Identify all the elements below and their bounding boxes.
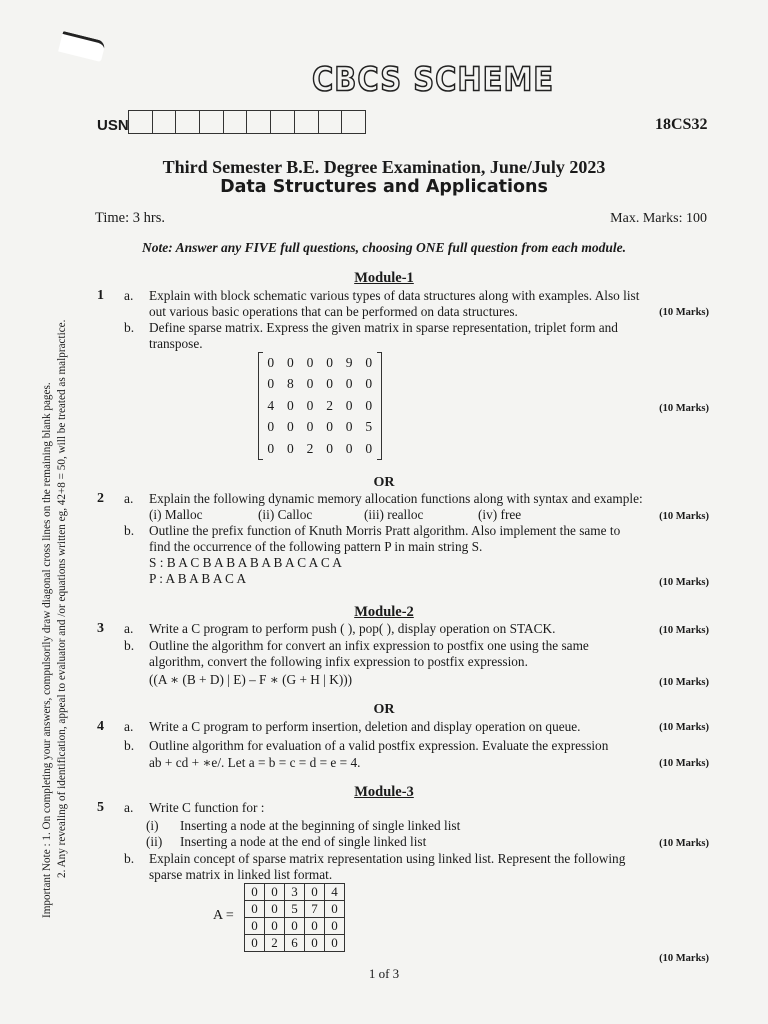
module-3-heading: Module-3 [354, 784, 414, 800]
q5a-ii-label: (ii) [146, 834, 163, 849]
matrix-cell: 0 [267, 419, 275, 435]
question-5-number: 5 [97, 800, 104, 815]
matrix-cell: 0 [345, 440, 353, 456]
q2b-line-2: find the occurrence of the following pattern P in main string S. [149, 539, 483, 554]
matrix-cell: 0 [287, 397, 294, 413]
q2a-option-malloc: (i) Malloc [149, 507, 203, 522]
usn-boxes[interactable] [128, 110, 366, 134]
tape-mark [58, 31, 106, 62]
table-cell: 0 [305, 935, 325, 952]
q5a-line-1: Write C function for : [149, 800, 265, 815]
table-cell: 2 [265, 935, 285, 952]
time-allowed: Time: 3 hrs. [95, 210, 165, 226]
table-cell: 6 [285, 935, 305, 952]
course-code: 18CS32 [655, 116, 708, 133]
q4a-marks: (10 Marks) [659, 722, 709, 733]
matrix-row [261, 374, 379, 396]
matrix-cell: 0 [306, 419, 314, 435]
q1a-label: a. [124, 288, 134, 303]
side-note-line-2: 2. Any revealing of identification, appeal to evaluator and /or equations written eg, 42+8 = 50, will be treated as malpractice. [56, 319, 68, 878]
module-1-heading: Module-1 [354, 270, 414, 286]
matrix-cell: 0 [287, 440, 294, 456]
table-row [245, 901, 345, 918]
matrix-cell: 8 [287, 376, 294, 392]
table-cell: 0 [325, 935, 345, 952]
q4a-line-1: Write a C program to perform insertion, deletion and display operation on queue. [149, 719, 581, 734]
q4b-line-2: ab + cd + ∗e/. Let a = b = c = d = e = 4. [149, 755, 361, 770]
subject-title: Data Structures and Applications [220, 177, 548, 197]
q2a-line-1: Explain the following dynamic memory allocation functions along with syntax and example: [149, 491, 643, 506]
instructions-note: Note: Answer any FIVE full questions, choosing ONE full question from each module. [141, 240, 627, 255]
table-cell: 0 [245, 935, 265, 952]
q2a-option-calloc: (ii) Calloc [258, 507, 313, 522]
matrix-cell: 0 [287, 419, 294, 435]
matrix-cell: 0 [345, 397, 353, 413]
matrix-cell: 0 [267, 376, 275, 392]
q5a-marks: (10 Marks) [659, 838, 709, 849]
or-divider-2: OR [373, 702, 395, 717]
matrix-cell: 0 [287, 354, 294, 370]
table-row [245, 935, 345, 952]
q5b-label: b. [124, 851, 135, 866]
usn-label: USN [97, 117, 129, 134]
q1a-marks: (10 Marks) [659, 307, 709, 318]
q2a-label: a. [124, 491, 134, 506]
question-2-number: 2 [97, 491, 104, 506]
q2b-marks: (10 Marks) [659, 577, 709, 588]
table-cell: 4 [325, 884, 345, 901]
q2b-line-1: Outline the prefix function of Knuth Morris Pratt algorithm. Also implement the same to [149, 523, 621, 538]
table-cell: 3 [285, 884, 305, 901]
matrix-cell: 9 [345, 354, 353, 370]
q3b-label: b. [124, 638, 135, 653]
q4b-marks: (10 Marks) [659, 758, 709, 769]
q5a-i-text: Inserting a node at the beginning of single linked list [180, 818, 461, 833]
q4b-line-1: Outline algorithm for evaluation of a valid postfix expression. Evaluate the expression [149, 738, 609, 753]
q1a-line-2: out various basic operations that can be performed on data structures. [149, 304, 518, 319]
question-3-number: 3 [97, 621, 104, 636]
q5a-i-label: (i) [146, 818, 159, 833]
q3b-line-1: Outline the algorithm for convert an infix expression to postfix one using the same [149, 638, 589, 653]
max-marks: Max. Marks: 100 [610, 211, 707, 226]
matrix-cell: 0 [306, 376, 314, 392]
matrix-cell: 0 [365, 354, 373, 370]
q5b-line-1: Explain concept of sparse matrix representation using linked list. Represent the following [149, 851, 626, 866]
q2a-marks: (10 Marks) [659, 511, 709, 522]
q1b-marks: (10 Marks) [659, 403, 709, 414]
q5a-label: a. [124, 800, 134, 815]
table-row [245, 884, 345, 901]
matrix-cell: 0 [267, 354, 275, 370]
matrix-cell: 0 [326, 354, 333, 370]
matrix-cell: 5 [365, 419, 373, 435]
q1b-label: b. [124, 320, 135, 335]
q3a-marks: (10 Marks) [659, 625, 709, 636]
question-1-number: 1 [97, 288, 104, 303]
matrix-cell: 0 [365, 376, 373, 392]
matrix-cell: 0 [306, 354, 314, 370]
table-cell: 5 [285, 901, 305, 918]
matrix-cell: 0 [306, 397, 314, 413]
matrix-cell: 0 [326, 440, 333, 456]
table-cell: 0 [325, 901, 345, 918]
matrix-cell: 4 [267, 397, 275, 413]
q3b-line-2: algorithm, convert the following infix expression to postfix expression. [149, 654, 528, 669]
q2b-string-s: S : B A C B A B A B A B A C A C A [149, 555, 342, 570]
q3b-expression: ((A ∗ (B + D) | E) – F ∗ (G + H | K))) [149, 672, 353, 687]
q5-sparse-matrix-table [244, 883, 345, 952]
table-cell: 0 [305, 884, 325, 901]
table-cell: 0 [285, 918, 305, 935]
q1a-line-1: Explain with block schematic various types of data structures along with examples. Also list [149, 288, 640, 303]
table-cell: 0 [245, 918, 265, 935]
side-important-note [40, 258, 70, 918]
matrix-row [261, 352, 379, 374]
page-number: 1 of 3 [368, 966, 400, 981]
table-cell: 0 [305, 918, 325, 935]
q1b-line-1: Define sparse matrix. Express the given matrix in sparse representation, triplet form and [149, 320, 618, 335]
table-cell: 0 [265, 901, 285, 918]
matrix-row [261, 438, 379, 460]
table-cell: 0 [245, 884, 265, 901]
matrix-cell: 0 [267, 440, 275, 456]
matrix-cell: 0 [345, 419, 353, 435]
matrix-cell: 0 [365, 440, 373, 456]
matrix-cell: 0 [326, 419, 333, 435]
table-row [245, 918, 345, 935]
matrix-cell: 0 [326, 376, 333, 392]
q5b-line-2: sparse matrix in linked list format. [149, 867, 333, 882]
q3a-label: a. [124, 621, 134, 636]
table-cell: 0 [265, 884, 285, 901]
table-cell: 0 [325, 918, 345, 935]
matrix-cell: 0 [345, 376, 353, 392]
q4a-label: a. [124, 719, 134, 734]
q3a-line-1: Write a C program to perform push ( ), pop( ), display operation on STACK. [149, 621, 556, 636]
q5a-ii-text: Inserting a node at the end of single linked list [180, 834, 427, 849]
table-cell: 7 [305, 901, 325, 918]
q4b-label: b. [124, 738, 135, 753]
q2b-label: b. [124, 523, 135, 538]
or-divider-1: OR [373, 475, 395, 490]
matrix-a-label: A = [213, 908, 234, 923]
table-cell: 0 [265, 918, 285, 935]
exam-title: Third Semester B.E. Degree Examination, June/July 2023 [162, 157, 606, 177]
matrix-cell: 2 [326, 397, 333, 413]
q5b-marks: (10 Marks) [659, 953, 709, 964]
module-2-heading: Module-2 [354, 604, 414, 620]
matrix-row [261, 417, 379, 439]
question-4-number: 4 [97, 719, 104, 734]
matrix-row [261, 395, 379, 417]
table-cell: 0 [245, 901, 265, 918]
scheme-stamp: CBCS SCHEME [312, 59, 555, 99]
q3b-marks: (10 Marks) [659, 677, 709, 688]
matrix-cell: 2 [306, 440, 314, 456]
matrix-cell: 0 [365, 397, 373, 413]
q1b-line-2: transpose. [149, 336, 203, 351]
q2a-option-free: (iv) free [478, 507, 522, 522]
q2b-pattern-p: P : A B A B A C A [149, 571, 247, 586]
q2a-option-realloc: (iii) realloc [364, 507, 424, 522]
side-note-line-1: Important Note : 1. On completing your answers, compulsorily draw diagonal cross lines on the remaining blank pages. [41, 382, 53, 918]
q1-sparse-matrix [258, 352, 382, 460]
